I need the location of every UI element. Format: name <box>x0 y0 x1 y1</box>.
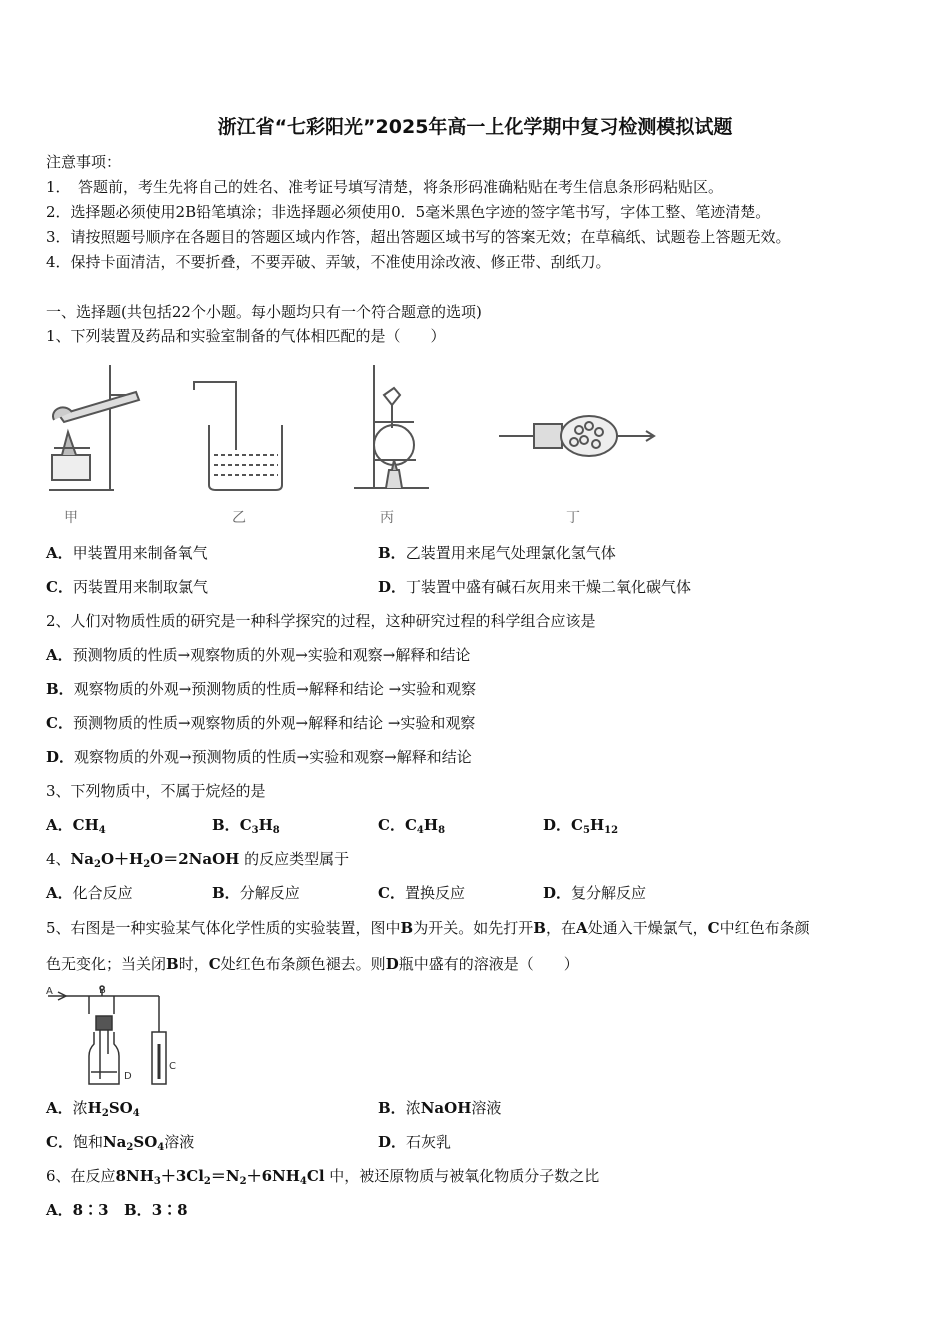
apparatus-figure-q1 <box>44 360 664 530</box>
figure-caption-ding: 丁 <box>566 510 580 526</box>
notice-heading: 注意事项： <box>46 153 122 171</box>
q3-option-d[interactable]: D．$C_5H_{12}$ <box>543 816 619 836</box>
q5-option-c[interactable]: C．饱和$Na_2SO_4$溶液 <box>46 1133 195 1153</box>
svg-text:D: D <box>124 1071 132 1082</box>
question-5-stem-line2: 色无变化；当关闭B时，C处红色布条颜色褪去。则D瓶中盛有的溶液是（ ） <box>46 955 579 973</box>
q1-option-b[interactable]: B．乙装置用来尾气处理氯化氢气体 <box>378 544 616 562</box>
notice-item: 1． 答题前，考生先将自己的姓名、准考证号填写清楚，将条形码准确粘贴在考生信息条形码粘贴区。 <box>46 178 724 196</box>
question-5-stem-line1: 5、右图是一种实验某气体化学性质的实验装置，图中B为开关。如先打开B，在A处通入干燥氯气，C中红色布条颜 <box>46 919 810 937</box>
svg-text:C: C <box>169 1061 176 1072</box>
q1-option-d[interactable]: D．丁装置中盛有碱石灰用来干燥二氧化碳气体 <box>378 578 692 596</box>
q2-option-b[interactable]: B．观察物质的外观→预测物质的性质→解释和结论 →实验和观察 <box>46 680 477 698</box>
question-1-stem: 1、下列装置及药品和实验室制备的气体相匹配的是（ ） <box>46 327 446 345</box>
question-2-stem: 2、人们对物质性质的研究是一种科学探究的过程，这种研究过程的科学组合应该是 <box>46 612 596 630</box>
notice-item: 3．请按照题号顺序在各题目的答题区域内作答，超出答题区域书写的答案无效；在草稿纸、试题卷上答题无效。 <box>46 228 791 246</box>
q3-option-a[interactable]: A．$CH_4$ <box>46 816 106 836</box>
apparatus-figure-q5 <box>44 984 194 1094</box>
q6-option-b[interactable]: B．3∶8 <box>124 1201 188 1219</box>
q1-option-a[interactable]: A．甲装置用来制备氧气 <box>46 544 208 562</box>
question-6-stem: 6、在反应$8NH_3+3Cl_2=N_2+6NH_4Cl$ 中，被还原物质与被氧化物质分子数之比 <box>46 1167 600 1187</box>
notice-item: 2．选择题必须使用2B铅笔填涂；非选择题必须使用0．5毫米黑色字迹的签字笔书写，字体工整、笔迹清楚。 <box>46 203 771 221</box>
svg-text:B: B <box>99 985 106 996</box>
section-heading: 一、选择题(共包括22个小题。每小题均只有一个符合题意的选项) <box>46 303 482 321</box>
question-4-stem: 4、$Na_2O+H_2O=2NaOH$ 的反应类型属于 <box>46 850 350 870</box>
svg-text:A: A <box>46 986 53 997</box>
q2-option-a[interactable]: A．预测物质的性质→观察物质的外观→实验和观察→解释和结论 <box>46 646 471 664</box>
q2-option-d[interactable]: D．观察物质的外观→预测物质的性质→实验和观察→解释和结论 <box>46 748 472 766</box>
q2-option-c[interactable]: C．预测物质的性质→观察物质的外观→解释和结论 →实验和观察 <box>46 714 476 732</box>
q1-option-c[interactable]: C．丙装置用来制取氯气 <box>46 578 208 596</box>
notice-item: 4．保持卡面清洁，不要折叠，不要弄破、弄皱，不准使用涂改液、修正带、刮纸刀。 <box>46 253 611 271</box>
figure-caption-jia: 甲 <box>64 510 78 526</box>
figure-caption-yi: 乙 <box>232 510 246 526</box>
q5-option-a[interactable]: A．浓$H_2SO_4$ <box>46 1099 140 1119</box>
q4-option-c[interactable]: C．置换反应 <box>378 884 465 902</box>
figure-caption-bing: 丙 <box>380 510 394 526</box>
question-3-stem: 3、下列物质中，不属于烷烃的是 <box>46 782 266 800</box>
q6-option-a[interactable]: A．8∶3 <box>46 1201 109 1219</box>
page-title: 浙江省“七彩阳光”2025年高一上化学期中复习检测模拟试题 <box>217 116 733 138</box>
q3-option-b[interactable]: B．$C_3H_8$ <box>212 816 280 836</box>
q5-option-b[interactable]: B．浓NaOH溶液 <box>378 1099 502 1117</box>
q3-option-c[interactable]: C．$C_4H_8$ <box>378 816 446 836</box>
q5-option-d[interactable]: D．石灰乳 <box>378 1133 452 1151</box>
q4-option-a[interactable]: A．化合反应 <box>46 884 133 902</box>
q4-option-b[interactable]: B．分解反应 <box>212 884 300 902</box>
q4-option-d[interactable]: D．复分解反应 <box>543 884 647 902</box>
